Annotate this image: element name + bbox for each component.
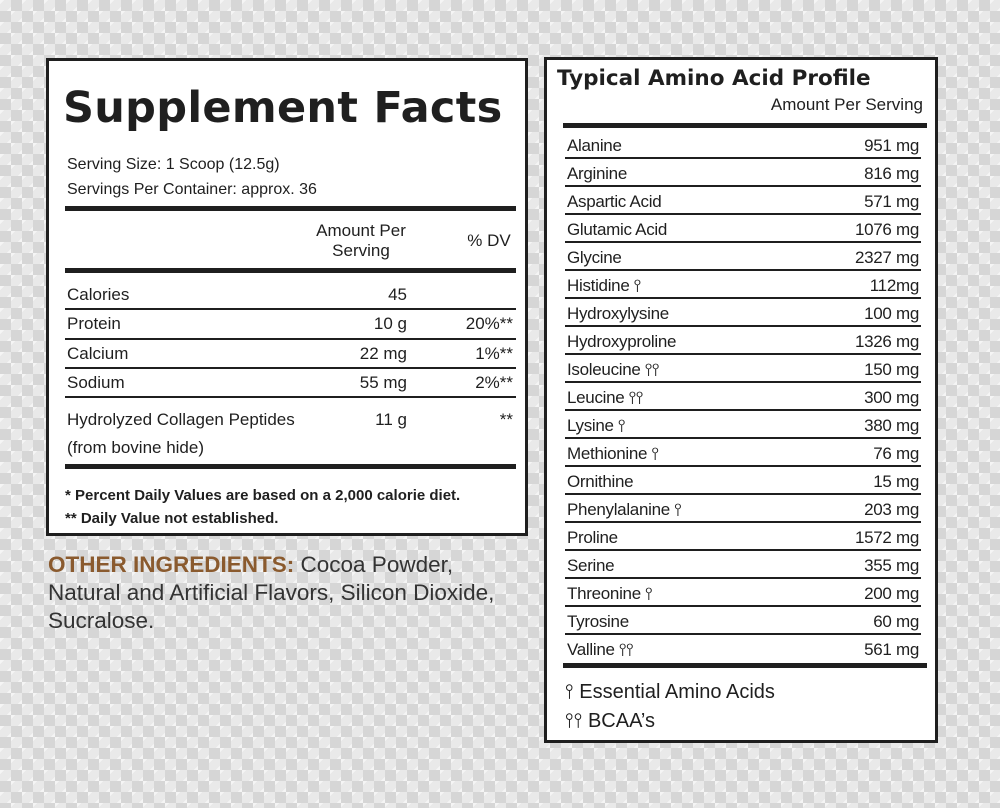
amino-acid-row: [565, 635, 921, 663]
amino-acid-name: Glutamic Acid: [567, 220, 668, 239]
essential-amino-legend: ⫯ Essential Amino Acids: [565, 681, 775, 703]
amino-acid-amount: 150 mg: [864, 360, 919, 379]
amino-acid-row: [565, 187, 921, 215]
nutrient-amount: 45: [388, 285, 407, 304]
amino-acid-row: [565, 467, 921, 495]
amino-acid-row: [565, 579, 921, 607]
amino-profile-title: Typical Amino Acid Profile: [557, 66, 871, 91]
nutrient-name: Calcium: [67, 344, 129, 363]
amino-acid-name: Glycine: [567, 248, 622, 267]
other-ingredients-text: Cocoa Powder, Natural and Artificial Flavors, Silicon Dioxide, Sucralose.: [48, 552, 495, 633]
amino-acid-amount: 571 mg: [864, 192, 919, 211]
nutrient-amount: 11 g: [375, 410, 407, 429]
amino-acid-name: Valline ⫯⫯: [567, 640, 634, 659]
amino-acid-amount: 203 mg: [864, 500, 919, 519]
divider: [65, 367, 516, 369]
amino-acid-amount: 1326 mg: [854, 332, 919, 351]
amino-acid-amount: 200 mg: [864, 584, 919, 603]
amino-acid-row: [565, 215, 921, 243]
amino-acid-name: Isoleucine ⫯⫯: [567, 360, 660, 379]
divider: [65, 464, 516, 469]
divider: [65, 396, 516, 398]
amount-header-line2: Serving: [332, 241, 390, 260]
nutrient-name: Hydrolyzed Collagen Peptides: [67, 410, 295, 429]
amino-acid-row: [565, 131, 921, 159]
facts-row: [67, 410, 515, 466]
nutrient-amount: 55 mg: [359, 373, 407, 392]
amino-acid-row: [565, 495, 921, 523]
amino-acid-row: [565, 243, 921, 271]
nutrient-dv: 20%**: [465, 314, 513, 333]
amount-per-serving-header: [311, 221, 411, 261]
divider: [65, 268, 516, 273]
amino-acid-name: Methionine ⫯: [567, 444, 659, 463]
other-ingredients: [48, 551, 528, 635]
amino-acid-row: [565, 439, 921, 467]
amino-acid-amount: 100 mg: [864, 304, 919, 323]
amino-acid-name: Ornithine: [567, 472, 634, 491]
amino-acid-amount: 15 mg: [873, 472, 919, 491]
divider: [65, 206, 516, 211]
amino-acid-row: [565, 411, 921, 439]
amino-acid-name: Hydroxyproline: [567, 332, 677, 351]
amino-acid-row: [565, 551, 921, 579]
amino-acid-row: [565, 159, 921, 187]
amino-acid-name: Serine: [567, 556, 615, 575]
amino-acid-row: [565, 299, 921, 327]
amino-acid-name: Lysine ⫯: [567, 416, 626, 435]
servings-per-container: Servings Per Container: approx. 36: [67, 181, 317, 198]
amino-acid-amount: 112mg: [869, 276, 919, 295]
amino-acid-name: Threonine ⫯: [567, 584, 653, 603]
amino-acid-row: [565, 327, 921, 355]
amino-acid-amount: 561 mg: [864, 640, 919, 659]
nutrient-name: Protein: [67, 314, 121, 333]
bcaa-legend: ⫯⫯ BCAA’s: [565, 710, 656, 732]
amino-acid-amount: 60 mg: [873, 612, 919, 631]
supplement-facts-panel: [46, 58, 528, 536]
nutrient-name: Calories: [67, 285, 130, 304]
other-ingredients-label: OTHER INGREDIENTS:: [48, 552, 295, 577]
amino-acid-amount: 2327 mg: [854, 248, 919, 267]
serving-size: Serving Size: 1 Scoop (12.5g): [67, 156, 280, 173]
amino-acid-amount: 951 mg: [864, 136, 919, 155]
nutrient-dv: 2%**: [475, 373, 513, 392]
amino-acid-name: Arginine: [567, 164, 627, 183]
nutrient-amount: 22 mg: [359, 344, 407, 363]
daily-value-header: % DV: [467, 231, 511, 250]
amino-acid-name: Leucine ⫯⫯: [567, 388, 644, 407]
divider: [563, 123, 927, 128]
amino-acid-profile-panel: [544, 57, 938, 743]
amino-acid-amount: 380 mg: [864, 416, 919, 435]
amount-header-line1: Amount Per: [316, 221, 406, 240]
nutrient-dv: **: [499, 410, 513, 429]
amino-acid-name: Phenylalanine ⫯: [567, 500, 682, 519]
amino-acid-name: Aspartic Acid: [567, 192, 662, 211]
nutrient-name: Sodium: [67, 373, 125, 392]
supplement-facts-title: Supplement Facts: [63, 83, 503, 133]
divider: [65, 338, 516, 340]
amino-acid-row: [565, 523, 921, 551]
divider: [563, 663, 927, 668]
facts-row: [67, 373, 515, 397]
amino-acid-amount: 1076 mg: [854, 220, 919, 239]
amino-profile-subtitle: Amount Per Serving: [770, 95, 923, 114]
facts-row: [67, 344, 515, 368]
amino-acid-name: Proline: [567, 528, 618, 547]
nutrient-source: (from bovine hide): [67, 438, 205, 457]
daily-value-footnote: * Percent Daily Values are based on a 2,000 calorie diet.: [65, 487, 461, 504]
amino-acid-row: [565, 607, 921, 635]
amino-acid-name: Hydroxylysine: [567, 304, 669, 323]
amino-acid-name: Tyrosine: [567, 612, 629, 631]
amino-acid-row: [565, 355, 921, 383]
amino-acid-amount: 355 mg: [864, 556, 919, 575]
amino-acid-amount: 816 mg: [864, 164, 919, 183]
amino-acid-name: Alanine: [567, 136, 622, 155]
facts-row: [67, 285, 515, 309]
not-established-footnote: ** Daily Value not established.: [65, 510, 279, 527]
nutrient-amount: 10 g: [373, 314, 407, 333]
amino-acid-amount: 300 mg: [864, 388, 919, 407]
facts-row: [67, 314, 515, 338]
amino-acid-row: [565, 383, 921, 411]
divider: [65, 308, 516, 310]
nutrient-dv: 1%**: [475, 344, 513, 363]
amino-acid-amount: 1572 mg: [854, 528, 919, 547]
amino-acid-name: Histidine ⫯: [567, 276, 642, 295]
amino-acid-amount: 76 mg: [873, 444, 919, 463]
amino-acid-row: [565, 271, 921, 299]
